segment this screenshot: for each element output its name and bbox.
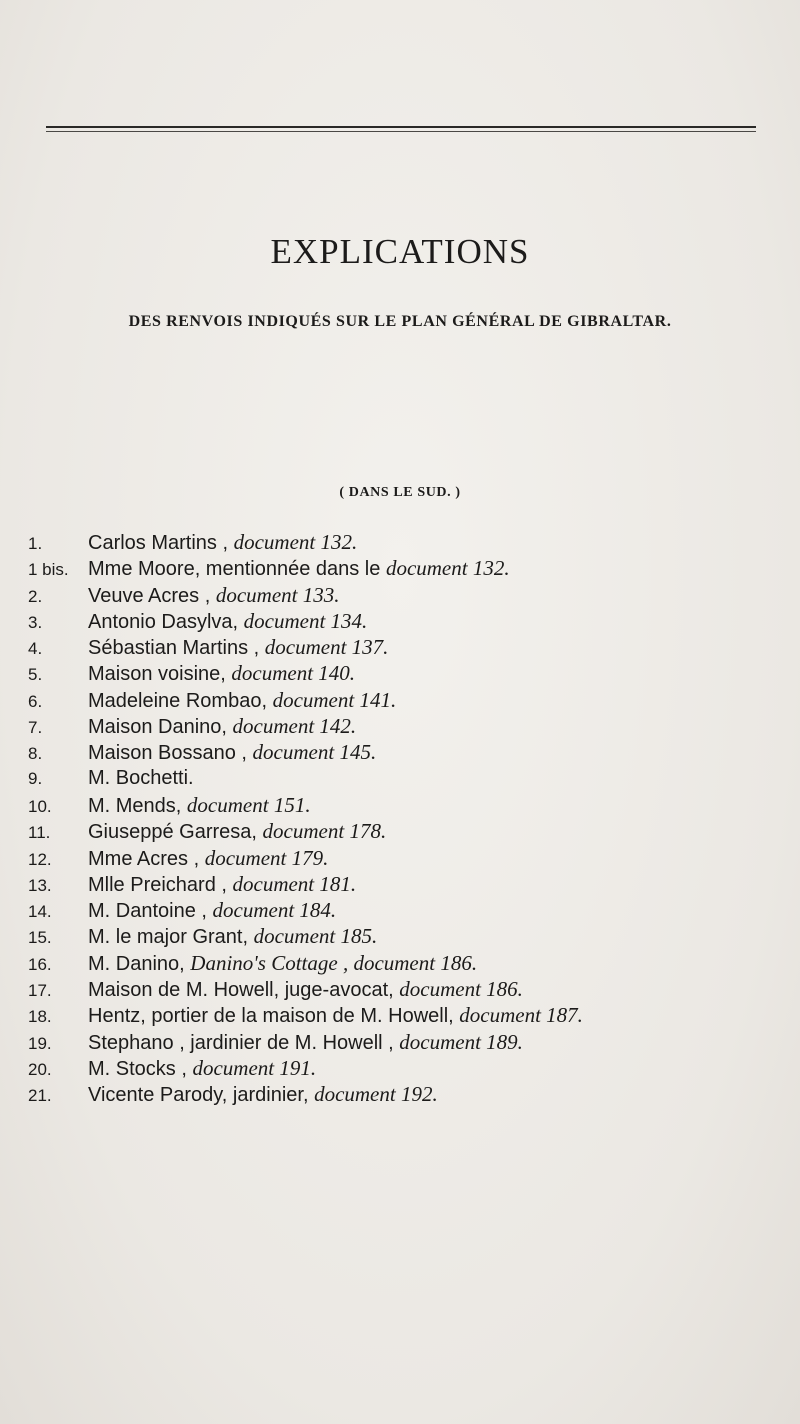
entry-number: 17. (28, 981, 52, 1001)
entry-number: 11. (28, 823, 51, 843)
entry-number: 14. (28, 902, 52, 922)
entry-ref: document 142. (232, 714, 357, 739)
list-item (28, 714, 788, 740)
entry-text: M. Stocks , (88, 1057, 187, 1080)
entry-ref: document 132. (385, 556, 510, 581)
entry-text: Stephano , jardinier de M. Howell , (88, 1031, 394, 1054)
entry-ref: document 189. (399, 1029, 523, 1054)
entry-number: 21. (28, 1086, 52, 1106)
entry-text: Maison voisine, (88, 663, 226, 686)
entry-text: M. le major Grant, (88, 926, 249, 949)
list-item (28, 898, 788, 924)
entry-number: 12. (28, 849, 52, 869)
entry-ref: document 134. (243, 608, 368, 633)
entry-number: 19. (28, 1033, 52, 1053)
entry-ref: Danino's Cottage , document 186. (190, 950, 478, 975)
list-item (28, 1082, 788, 1108)
entry-text: Veuve Acres , (88, 584, 211, 607)
entry-text: Mlle Preichard , (88, 873, 227, 896)
list-item (28, 1003, 788, 1029)
entry-number: 16. (28, 954, 52, 974)
list-item (28, 793, 788, 819)
entry-text: Antonio Dasylva, (88, 610, 239, 633)
entry-number: 3. (28, 612, 43, 632)
list-item (28, 951, 788, 977)
entry-text: M. Mends, (88, 794, 182, 817)
entry-number: 1. (28, 534, 43, 553)
entry-ref: document 184. (212, 898, 337, 923)
entry-ref: document 133. (215, 582, 340, 607)
section-heading: ( DANS LE SUD. ) (339, 485, 461, 500)
entry-text: Carlos Martins , (88, 532, 229, 554)
entry-text: Vicente Parody, jardinier, (88, 1084, 309, 1107)
entry-text: Hentz, portier de la maison de M. Howell, (88, 1005, 454, 1028)
entry-number: 9. (28, 768, 43, 788)
list-item (28, 556, 788, 582)
list-item (28, 1056, 788, 1082)
entries-list (28, 530, 788, 1109)
entry-number: 1 bis. (28, 560, 69, 580)
entry-text: Maison Danino, (88, 716, 227, 739)
top-rule-thin (46, 131, 756, 132)
entry-text: Mme Acres , (88, 847, 200, 870)
entry-text: Maison Bossano , (88, 742, 247, 765)
entry-text: Maison de M. Howell, juge-avocat, (88, 979, 394, 1002)
entry-ref: document 181. (232, 871, 357, 896)
list-item (28, 846, 788, 872)
entry-number: 7. (28, 718, 43, 738)
entry-text: M. Bochetti. (88, 766, 194, 789)
list-item (28, 977, 788, 1003)
entry-ref: document 179. (204, 845, 329, 870)
entry-text: Sébastian Martins , (88, 637, 260, 660)
entry-number: 8. (28, 744, 43, 764)
list-item (28, 924, 788, 950)
entry-number: 5. (28, 665, 43, 685)
entry-number: 4. (28, 639, 43, 659)
entry-ref: document 186. (399, 977, 523, 1002)
list-item (28, 819, 788, 845)
top-rule (46, 126, 756, 128)
entry-ref: document 187. (459, 1003, 583, 1028)
entry-text: M. Danino, (88, 952, 185, 975)
entry-text: M. Dantoine , (88, 900, 207, 923)
entry-number: 15. (28, 928, 52, 948)
entry-number: 6. (28, 691, 43, 711)
entry-ref: document 185. (253, 924, 378, 949)
entry-text: Mme Moore, mentionnée dans le (88, 558, 381, 581)
entry-number: 10. (28, 796, 52, 816)
list-item (28, 635, 788, 661)
list-item (28, 688, 788, 714)
entry-text: Giuseppé Garresa, (88, 821, 257, 844)
entry-ref: document 178. (262, 819, 387, 844)
entry-ref: document 191. (192, 1055, 317, 1080)
entry-number: 13. (28, 875, 52, 895)
entry-number: 20. (28, 1059, 52, 1079)
page-subtitle: DES RENVOIS INDIQUÉS SUR LE PLAN GÉNÉRAL DE GIBRALTAR. (128, 313, 672, 330)
entry-number: 2. (28, 586, 43, 606)
entry-ref: document 137. (264, 635, 389, 660)
page-title: EXPLICATIONS (270, 232, 530, 271)
entry-ref: document 192. (314, 1082, 438, 1107)
entry-ref: document 140. (231, 661, 356, 686)
entry-ref: document 141. (272, 687, 397, 712)
list-item (28, 1030, 788, 1056)
list-item (28, 872, 788, 898)
list-item (28, 767, 788, 793)
list-item (28, 609, 788, 635)
entry-ref: document 132. (233, 530, 358, 554)
list-item (28, 661, 788, 687)
entry-number: 18. (28, 1007, 52, 1027)
list-item (28, 740, 788, 766)
entry-text: Madeleine Rombao, (88, 689, 267, 712)
list-item (28, 583, 788, 609)
entry-ref: document 145. (252, 740, 377, 765)
entry-ref: document 151. (186, 792, 311, 817)
list-item (28, 530, 788, 556)
